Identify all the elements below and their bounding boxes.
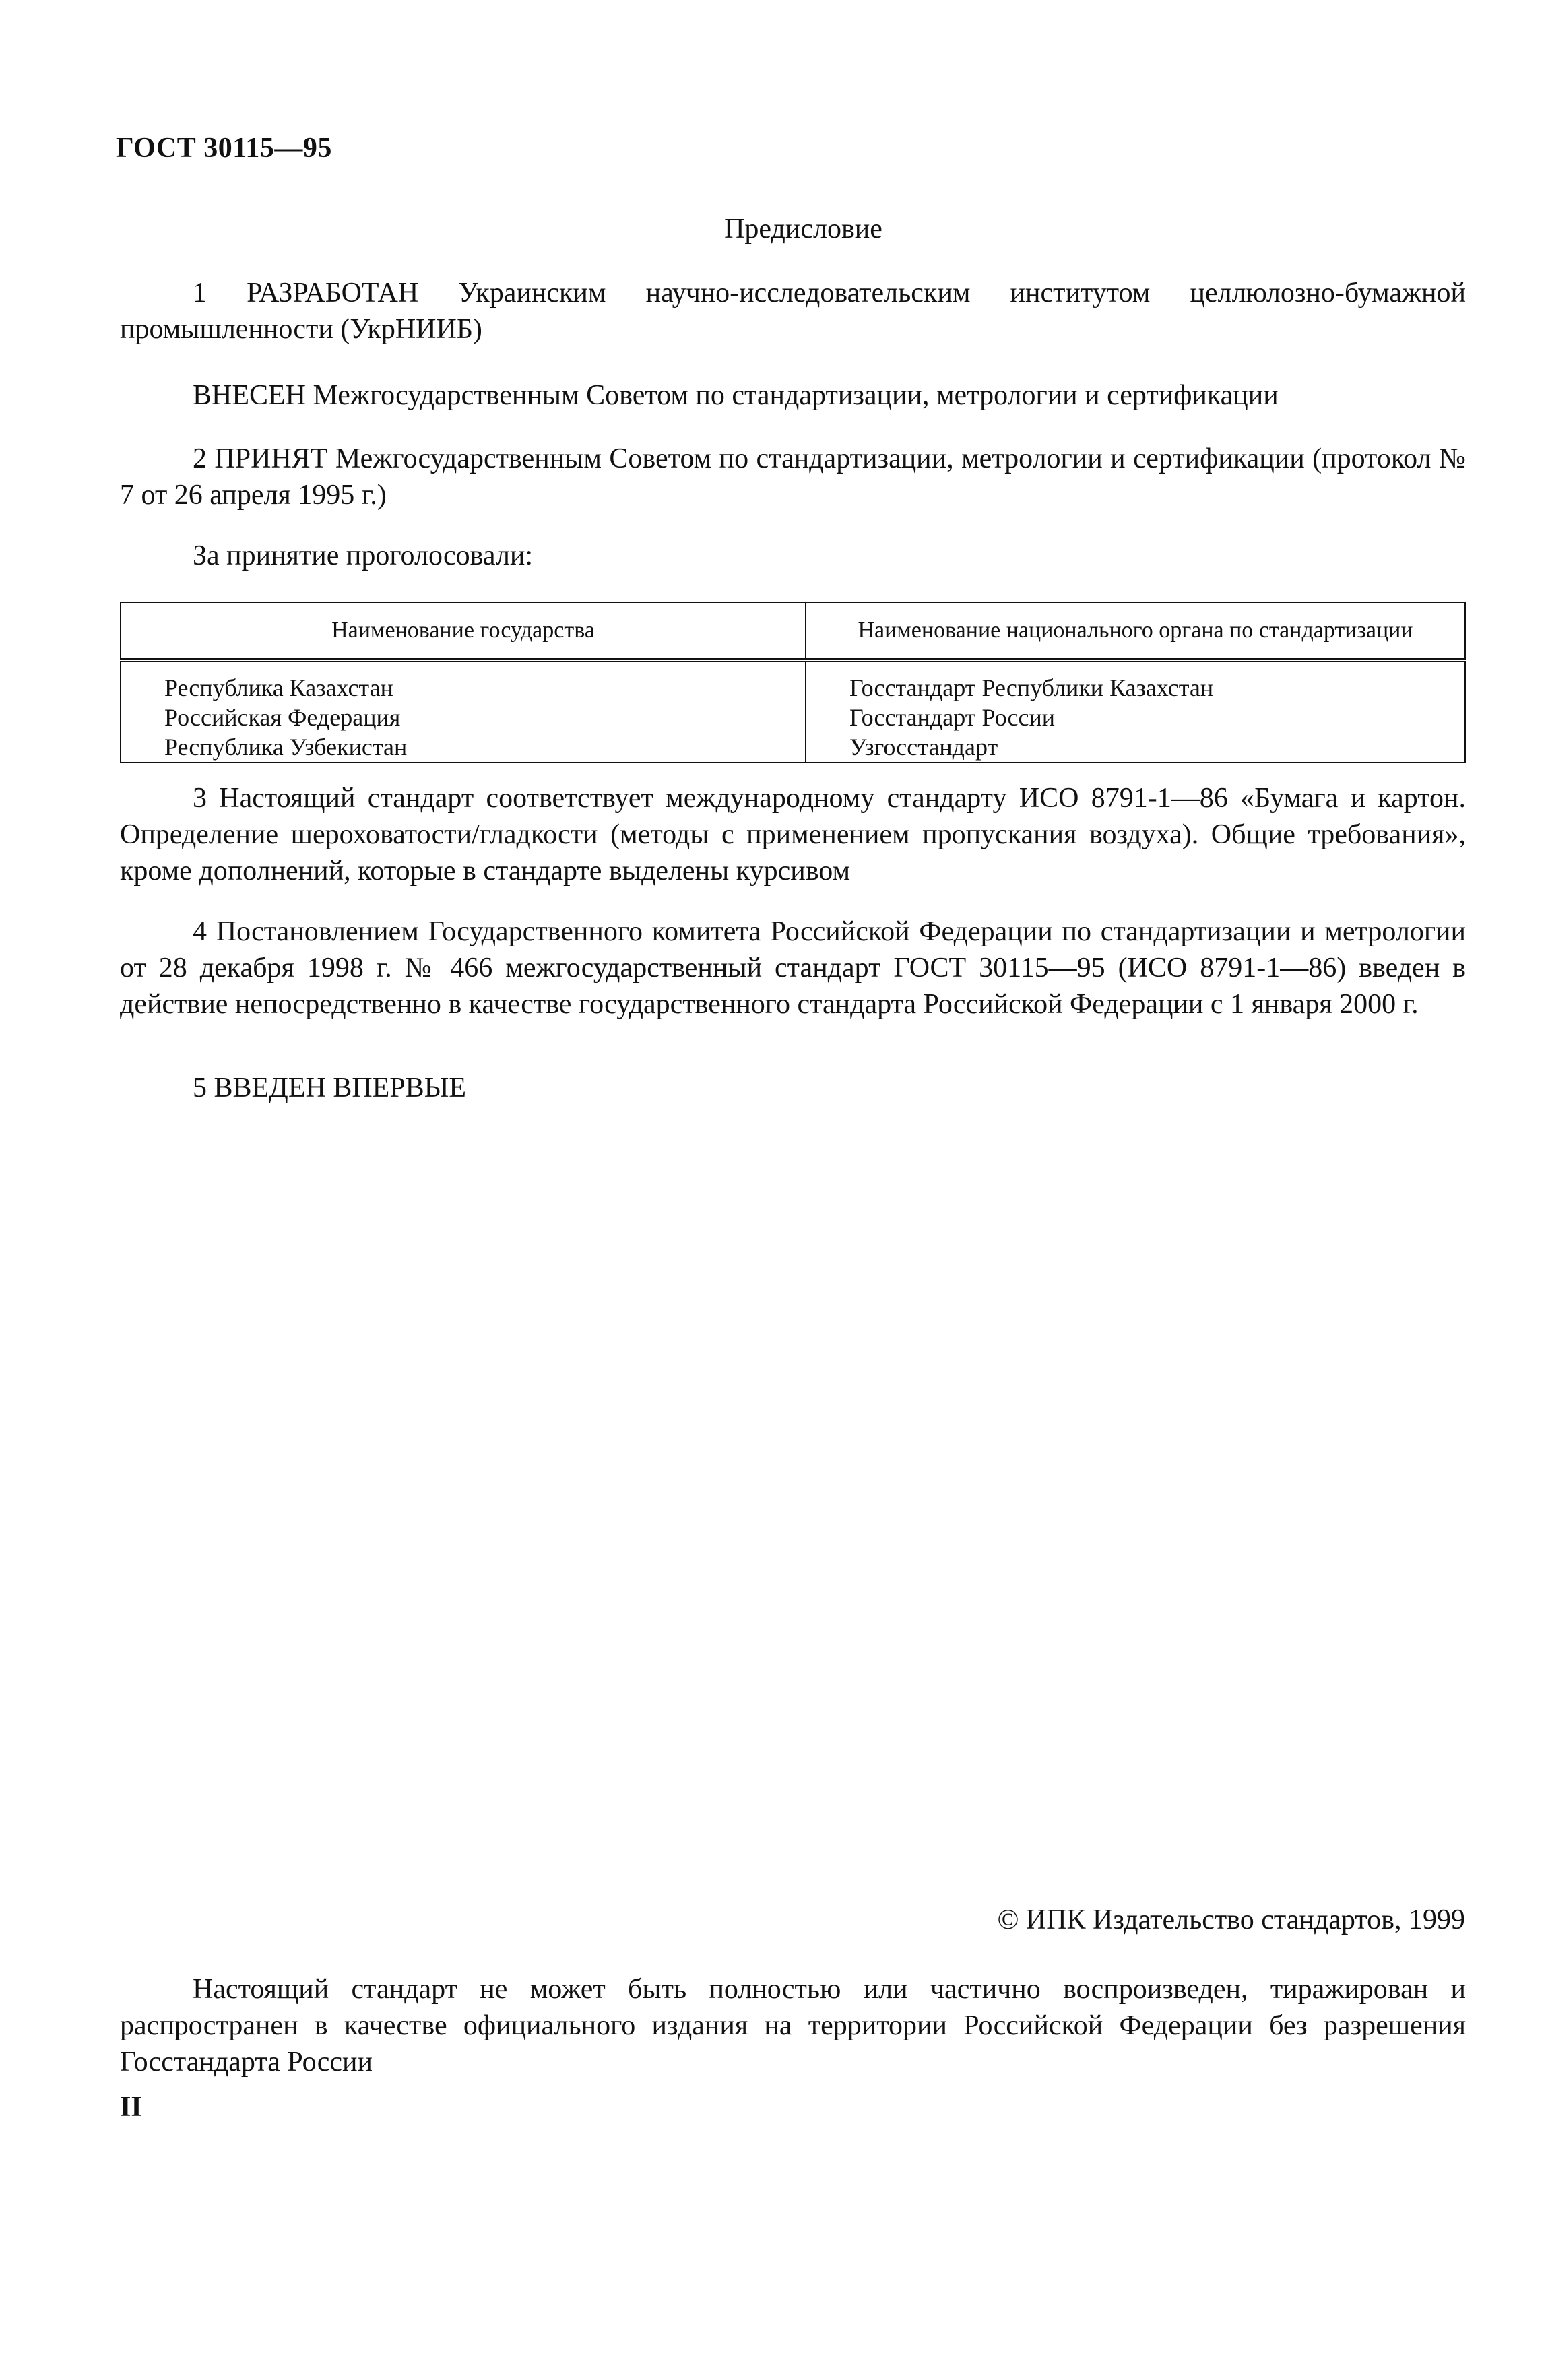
table-header-row [121, 602, 1465, 660]
paragraph-adopted-by: 2 ПРИНЯТ Межгосударственным Советом по стандартизации, метрологии и сертификации (протокол № 7 от 26 апреля 1995 г.) [120, 443, 1466, 511]
table-cell-state: Российская Федерация [121, 703, 806, 732]
table-cell-national-body: Госстандарт Республики Казахстан [806, 660, 1465, 703]
table-header-national-body: Наименование национального органа по стандартизации [806, 602, 1465, 660]
paragraph-enactment: 4 Постановлением Государственного комитета Российской Федерации по стандартизации и метрологии от 28 декабря 1998 г. № 466 межгосударственный стандарт ГОСТ 30115—95 (ИСО 8791-1—86) введен в действие непосредственно в качестве государственного стандарта Российской Федерации с 1 января 2000 г. [120, 916, 1466, 1020]
table-cell-state: Республика Узбекистан [121, 732, 806, 763]
paragraph-submitted-by: ВНЕСЕН Межгосударственным Советом по стандартизации, метрологии и сертификации [193, 380, 1279, 411]
table-cell-national-body: Узгосстандарт [806, 732, 1465, 763]
document-code-header: ГОСТ 30115—95 [116, 133, 332, 164]
table-header-state: Наименование государства [121, 602, 806, 660]
reproduction-notice: Настоящий стандарт не может быть полностью или частично воспроизведен, тиражирован и распространен в качестве официального издания на территории Российской Федерации без разрешения Госстандарта России [120, 1974, 1466, 2078]
table-row [121, 660, 1465, 703]
paragraph-voted-intro: За принятие проголосовали: [193, 540, 534, 571]
table-row [121, 732, 1465, 763]
vote-table [120, 602, 1466, 763]
table-cell-state: Республика Казахстан [121, 660, 806, 703]
table-row [121, 703, 1465, 732]
section-title: Предисловие [724, 214, 882, 245]
paragraph-first-introduced: 5 ВВЕДЕН ВПЕРВЫЕ [193, 1072, 466, 1103]
copyright-line: © ИПК Издательство стандартов, 1999 [997, 1904, 1465, 1935]
paragraph-developed-by: 1 РАЗРАБОТАН Украинским научно-исследовательским институтом целлюлозно-бумажной промышленности (УкрНИИБ) [120, 278, 1466, 345]
paragraph-iso-correspondence: 3 Настоящий стандарт соответствует международному стандарту ИСО 8791-1—86 «Бумага и картон. Определение шероховатости/гладкости (методы с применением пропускания воздуха). Общие требования», кроме дополнений, которые в стандарте выделены курсивом [120, 783, 1466, 887]
table-cell-national-body: Госстандарт России [806, 703, 1465, 732]
page-number: II [120, 2092, 142, 2123]
